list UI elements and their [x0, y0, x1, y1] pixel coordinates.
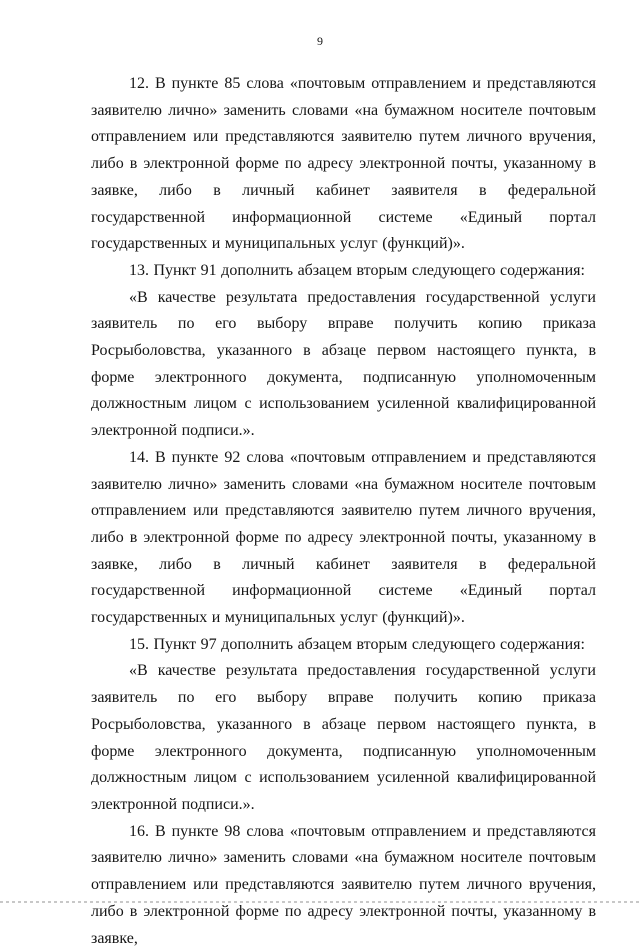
- scan-bottom-edge: [0, 901, 640, 903]
- paragraph-quote-15: «В качестве результата предоставления государственной услуги заявитель по его выбору вправе получить копию приказа Росрыболовства, указанного в абзаце первом настоящего пункта, в форме электронного документа, подписанную уполномоченным должностным лицом с использованием усиленной квалифицированной электронной подписи.».: [91, 662, 596, 813]
- paragraph-item-16: 16. В пункте 98 слова «почтовым отправлением и представляются заявителю лично» заменить словами «на бумажном носителе почтовым отправлением или представляются заявителю путем личного вручения, либо в электронной форме по адресу электронной почты, указанному в заявке,: [91, 822, 596, 947]
- page-number: 9: [317, 34, 323, 48]
- paragraph-item-12: 12. В пункте 85 слова «почтовым отправлением и представляются заявителю лично» заменить словами «на бумажном носителе почтовым отправлением или представляются заявителю путем личного вручения, либо в электронной форме по адресу электронной почты, указанному в заявке, либо в личный кабинет заявителя в федеральной государственной информационной системе «Единый портал государственных и муниципальных услуг (функций)».: [91, 75, 596, 253]
- paragraph-quote-13: «В качестве результата предоставления государственной услуги заявитель по его выбору вправе получить копию приказа Росрыболовства, указанного в абзаце первом настоящего пункта, в форме электронного документа, подписанную уполномоченным должностным лицом с использованием усиленной квалифицированной электронной подписи.».: [91, 288, 596, 440]
- document-body: [91, 71, 596, 952]
- paragraph-item-13: 13. Пункт 91 дополнить абзацем вторым следующего содержания:: [129, 261, 585, 279]
- paragraph-item-14: 14. В пункте 92 слова «почтовым отправлением и представляются заявителю лично» заменить словами «на бумажном носителе почтовым отправлением или представляются заявителю путем личного вручения, либо в электронной форме по адресу электронной почты, указанному в заявке, либо в личный кабинет заявителя в федеральной государственной информационной системе «Единый портал государственных и муниципальных услуг (функций)».: [91, 448, 596, 627]
- paragraph-item-15: 15. Пункт 97 дополнить абзацем вторым следующего содержания:: [129, 635, 585, 653]
